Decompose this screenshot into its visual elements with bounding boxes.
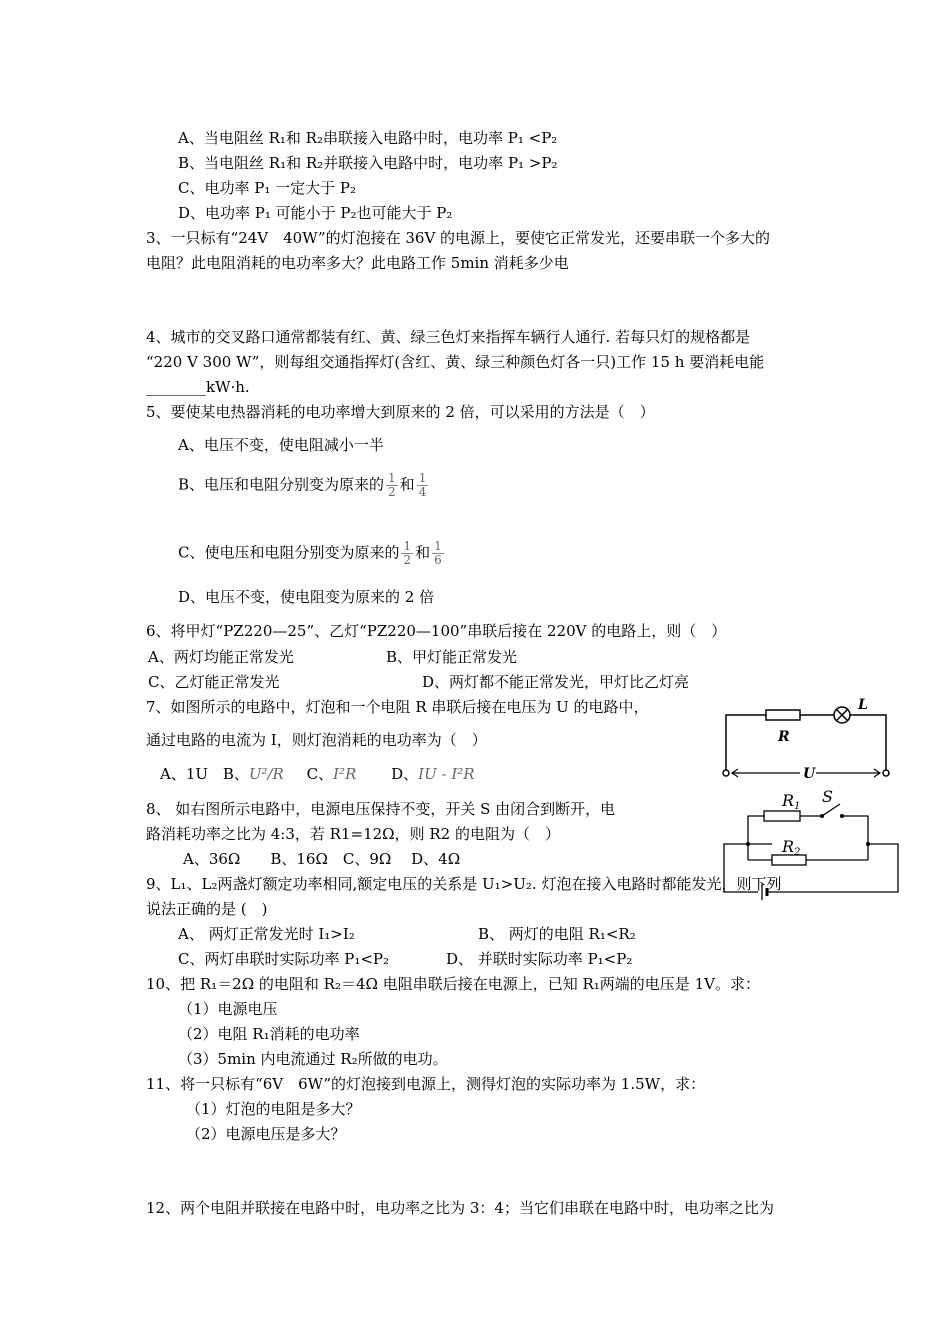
q7-option-b: B、 bbox=[222, 765, 249, 783]
terminal-left bbox=[723, 770, 729, 776]
and-text: 和 bbox=[415, 543, 431, 562]
fraction: $\frac{1}{6}$ bbox=[434, 539, 442, 567]
question-4-line1: 4、城市的交叉路口通常都装有红、黄、绿三色灯来指挥车辆行人通行. 若每只灯的规格都是 bbox=[146, 328, 751, 346]
q7-option-c: C、 bbox=[306, 765, 334, 783]
question-11-part-1: （1）灯泡的电阻是多大？ bbox=[186, 1100, 361, 1118]
q7-option-d-expr: IU - I²R bbox=[418, 765, 475, 783]
question-3-line1: 3、一只标有“24V 40W”的灯泡接在 36V 的电源上，要使它正常发光，还要串联一个多大的 bbox=[146, 229, 771, 247]
question-5-option-b bbox=[178, 472, 430, 499]
question-9-line1: 9、L₁、L₂两盏灯额定功率相同,额定电压的关系是 U₁>U₂. 灯泡在接入电路时都能发光，则下列 bbox=[146, 875, 782, 893]
question-4-line2: “220 V 300 W”，则每组交通指挥灯(含红、黄、绿三种颜色灯各一只)工作 15 h 要消耗电能 bbox=[146, 353, 765, 371]
option-c: C、电功率 P₁ 一定大于 P₂ bbox=[178, 179, 356, 197]
q7-option-a: A、1U bbox=[160, 765, 209, 783]
question-12: 12、两个电阻并联接在电路中时，电功率之比为 3：4；当它们串联在电路中时，电功率之比为 bbox=[146, 1199, 774, 1217]
question-9-option-b: B、 两灯的电阻 R₁<R₂ bbox=[478, 925, 636, 943]
option-c-text: C、使电压和电阻分别变为原来的 bbox=[178, 543, 400, 562]
question-5: 5、要使某电热器消耗的电功率增大到原来的 2 倍，可以采用的方法是（ ） bbox=[146, 403, 655, 421]
label-r1: R1 bbox=[782, 791, 801, 812]
and-text: 和 bbox=[399, 475, 415, 494]
q7-option-b-expr: U²/R bbox=[248, 765, 284, 783]
question-10-part-3: （3）5min 内电流通过 R₂所做的电功。 bbox=[178, 1050, 448, 1068]
circuit-diagram-1 bbox=[716, 695, 896, 785]
question-7-line1: 7、如图所示的电路中，灯泡和一个电阻 R 串联后接在电压为 U 的电路中， bbox=[146, 698, 649, 716]
question-10-part-1: （1）电源电压 bbox=[178, 1000, 278, 1018]
option-d: D、电功率 P₁ 可能小于 P₂也可能大于 P₂ bbox=[178, 204, 453, 222]
question-6-option-c: C、乙灯能正常发光 bbox=[148, 673, 280, 691]
terminal-right bbox=[883, 770, 889, 776]
fraction: $\frac{1}{2}$ bbox=[388, 471, 396, 499]
label-r2: R2 bbox=[782, 837, 801, 858]
question-11-part-2: （2）电源电压是多大？ bbox=[186, 1125, 346, 1143]
question-11: 11、将一只标有“6V 6W”的灯泡接到电源上，测得灯泡的实际功率为 1.5W，求： bbox=[146, 1075, 706, 1093]
question-9-line2: 说法正确的是 ( ) bbox=[146, 900, 268, 918]
question-6-option-d: D、两灯都不能正常发光，甲灯比乙灯亮 bbox=[422, 673, 690, 691]
fraction: $\frac{1}{2}$ bbox=[403, 539, 412, 567]
question-9-option-d: D、 并联时实际功率 P₁<P₂ bbox=[446, 950, 633, 968]
q7-option-d: D、 bbox=[391, 765, 419, 783]
question-7-options bbox=[160, 764, 475, 784]
question-7-line2: 通过电路的电流为 I，则灯泡消耗的电功率为（ ） bbox=[146, 731, 487, 749]
resistor-r2 bbox=[772, 855, 806, 865]
question-6-option-b: B、甲灯能正常发光 bbox=[386, 648, 518, 666]
question-8-line1: 8、 如右图所示电路中，电源电压保持不变，开关 S 由闭合到断开，电 bbox=[146, 800, 616, 818]
option-b: B、当电阻丝 R₁和 R₂并联接入电路中时，电功率 P₁ >P₂ bbox=[178, 154, 558, 172]
resistor-r bbox=[766, 710, 800, 720]
label-r: R bbox=[778, 729, 790, 745]
question-5-option-d: D、电压不变，使电阻变为原来的 2 倍 bbox=[178, 588, 435, 606]
option-a: A、当电阻丝 R₁和 R₂串联接入电路中时，电功率 P₁ <P₂ bbox=[178, 129, 558, 147]
q7-option-c-expr: I²R bbox=[333, 765, 357, 783]
question-10-part-2: （2）电阻 R₁消耗的电功率 bbox=[178, 1025, 360, 1043]
question-5-option-c bbox=[178, 540, 446, 567]
label-u: U bbox=[803, 766, 816, 782]
question-10: 10、把 R₁＝2Ω 的电阻和 R₂＝4Ω 电阻串联后接在电源上，已知 R₁两端的电压是 1V。求： bbox=[146, 975, 760, 993]
option-b-text: B、电压和电阻分别变为原来的 bbox=[178, 475, 385, 494]
question-3-line2: 电阻？此电阻消耗的电功率多大？此电路工作 5min 消耗多少电 bbox=[146, 254, 569, 272]
question-9-option-a: A、 两灯正常发光时 I₁>I₂ bbox=[178, 925, 355, 943]
fraction: $\frac{1}{4}$ bbox=[418, 471, 427, 499]
question-4-line3: ________kW·h. bbox=[146, 378, 250, 396]
question-5-option-a: A、电压不变，使电阻减小一半 bbox=[178, 436, 384, 454]
question-6: 6、将甲灯“PZ220—25”、乙灯“PZ220—100”串联后接在 220V 的电路上，则（ ） bbox=[146, 622, 727, 640]
question-8-line2: 路消耗功率之比为 4:3，若 R1=12Ω，则 R2 的电阻为（ ） bbox=[146, 825, 560, 843]
label-l: L bbox=[858, 697, 868, 713]
question-6-option-a: A、两灯均能正常发光 bbox=[148, 648, 294, 666]
label-s: S bbox=[822, 788, 833, 806]
resistor-r1 bbox=[764, 811, 800, 821]
question-9-option-c: C、两灯串联时实际功率 P₁<P₂ bbox=[178, 950, 390, 968]
question-8-options: A、36Ω B、16Ω C、9Ω D、4Ω bbox=[183, 850, 461, 868]
